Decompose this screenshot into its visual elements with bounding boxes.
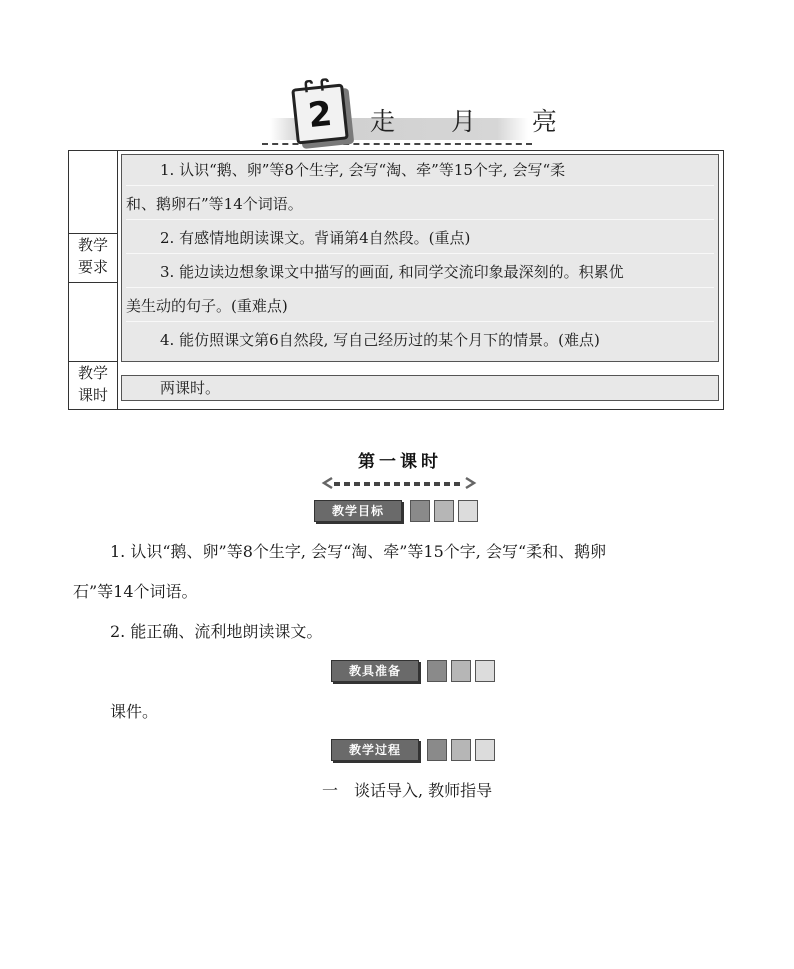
requirements-panel — [121, 154, 719, 362]
period-title: 第一课时 — [358, 452, 442, 472]
label-column — [69, 151, 118, 409]
requirements-label-line: 要求 — [77, 258, 108, 276]
lesson-header — [262, 78, 581, 146]
binder-rings-icon — [299, 77, 334, 94]
requirements-label-line: 教学 — [77, 236, 108, 254]
chevron-left-icon — [320, 476, 334, 490]
hours-label-line: 课时 — [77, 386, 108, 404]
decor-square-icon — [410, 500, 430, 522]
goal-line: 2. 能正确、流利地朗读课文。 — [110, 622, 323, 641]
section-label-prep: 教具准备 — [331, 660, 419, 682]
hours-label — [69, 361, 117, 410]
decor-square-icon — [427, 660, 447, 682]
requirement-line: 3. 能边读边想象课文中描写的画面, 和同学交流印象最深刻的。积累优 — [126, 257, 714, 288]
dotted-divider-icon — [332, 480, 468, 488]
requirements-label — [69, 233, 117, 283]
goal-line: 石”等14个词语。 — [73, 582, 198, 601]
hours-value: 两课时。 — [160, 379, 221, 397]
process-step-heading: 一 谈话导入, 教师指导 — [322, 781, 493, 800]
section-label-process: 教学过程 — [331, 739, 419, 761]
requirement-line: 2. 有感情地朗读课文。背诵第4自然段。(重点) — [126, 223, 714, 254]
requirement-line: 1. 认识“鹅、卵”等8个生字, 会写“淘、牵”等15个字, 会写“柔 — [126, 155, 714, 186]
section-bar-process — [331, 739, 497, 761]
requirement-line: 4. 能仿照课文第6自然段, 写自己经历过的某个月下的情景。(难点) — [160, 331, 600, 349]
requirement-line: 和、鹅卵石”等14个词语。 — [126, 189, 714, 220]
decor-square-icon — [475, 660, 495, 682]
section-bar-prep — [331, 660, 497, 682]
calendar-badge-icon — [291, 83, 349, 144]
requirements-table — [68, 150, 724, 410]
lesson-title: 走 月 亮 — [370, 107, 581, 136]
section-bar-goals — [314, 500, 480, 522]
decor-square-icon — [451, 739, 471, 761]
goal-line: 1. 认识“鹅、卵”等8个生字, 会写“淘、牵”等15个字, 会写“柔和、鹅卵 — [110, 542, 607, 561]
prep-text: 课件。 — [110, 702, 159, 721]
lesson-number: 2 — [306, 93, 334, 137]
period-heading — [320, 448, 480, 488]
hours-panel — [121, 375, 719, 401]
decor-square-icon — [451, 660, 471, 682]
section-label-goals: 教学目标 — [314, 500, 402, 522]
hours-label-line: 教学 — [77, 364, 108, 382]
requirement-line: 美生动的句子。(重难点) — [126, 291, 714, 322]
decor-square-icon — [427, 739, 447, 761]
decor-square-icon — [475, 739, 495, 761]
decor-square-icon — [458, 500, 478, 522]
decor-square-icon — [434, 500, 454, 522]
chevron-right-icon — [464, 476, 478, 490]
